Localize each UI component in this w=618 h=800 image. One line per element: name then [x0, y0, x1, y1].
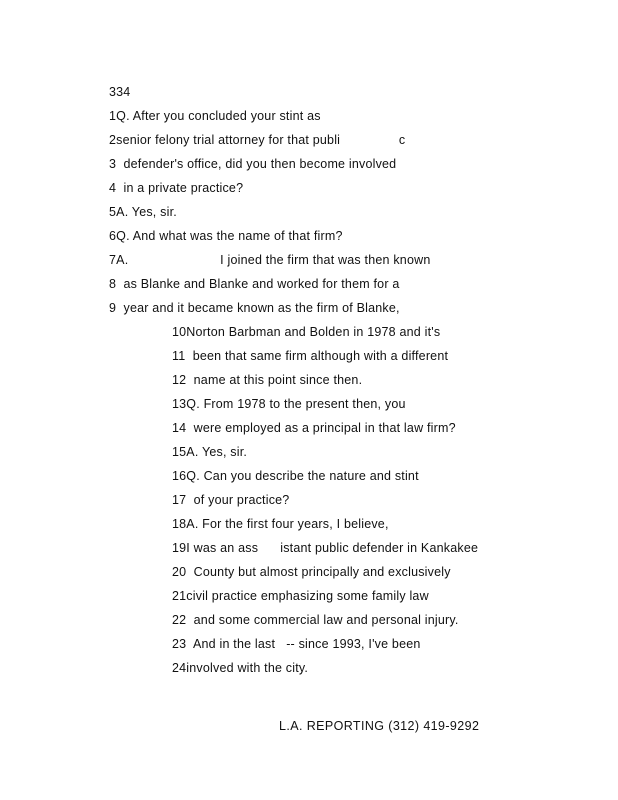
- transcript-line: 4 in a private practice?: [109, 181, 244, 195]
- footer-reporting: L.A. REPORTING (312) 419-9292: [279, 719, 480, 733]
- transcript-line: 1Q. After you concluded your stint as: [109, 109, 321, 123]
- transcript-line: 3 defender's office, did you then become involved: [109, 157, 397, 171]
- transcript-line: 23 And in the last -- since 1993, I've been: [172, 637, 421, 651]
- transcript-line: 24involved with the city.: [172, 661, 309, 675]
- transcript-line: 13Q. From 1978 to the present then, you: [172, 397, 406, 411]
- transcript-line: 21civil practice emphasizing some family law: [172, 589, 429, 603]
- transcript-line: 12 name at this point since then.: [172, 373, 363, 387]
- transcript-line: 18A. For the first four years, I believe,: [172, 517, 389, 531]
- transcript-line: 17 of your practice?: [172, 493, 290, 507]
- transcript-line: 9 year and it became known as the firm of Blanke,: [109, 301, 400, 315]
- transcript-line: 8 as Blanke and Blanke and worked for them for a: [109, 277, 400, 291]
- transcript-line: 20 County but almost principally and exclusively: [172, 565, 451, 579]
- transcript-line: 22 and some commercial law and personal injury.: [172, 613, 459, 627]
- transcript-line: 6Q. And what was the name of that firm?: [109, 229, 343, 243]
- transcript-line: 5A. Yes, sir.: [109, 205, 177, 219]
- transcript-line: 11 been that same firm although with a different: [172, 349, 449, 363]
- page-number: 334: [109, 85, 131, 99]
- transcript-line: 10Norton Barbman and Bolden in 1978 and it's: [172, 325, 441, 339]
- transcript-line: 7A. I joined the firm that was then known: [109, 253, 431, 267]
- transcript-line: 2senior felony trial attorney for that publi c: [109, 133, 406, 147]
- transcript-line: 19I was an ass istant public defender in Kankakee: [172, 541, 479, 555]
- transcript-line: 14 were employed as a principal in that law firm?: [172, 421, 456, 435]
- transcript-line: 16Q. Can you describe the nature and stint: [172, 469, 419, 483]
- transcript-line: 15A. Yes, sir.: [172, 445, 248, 459]
